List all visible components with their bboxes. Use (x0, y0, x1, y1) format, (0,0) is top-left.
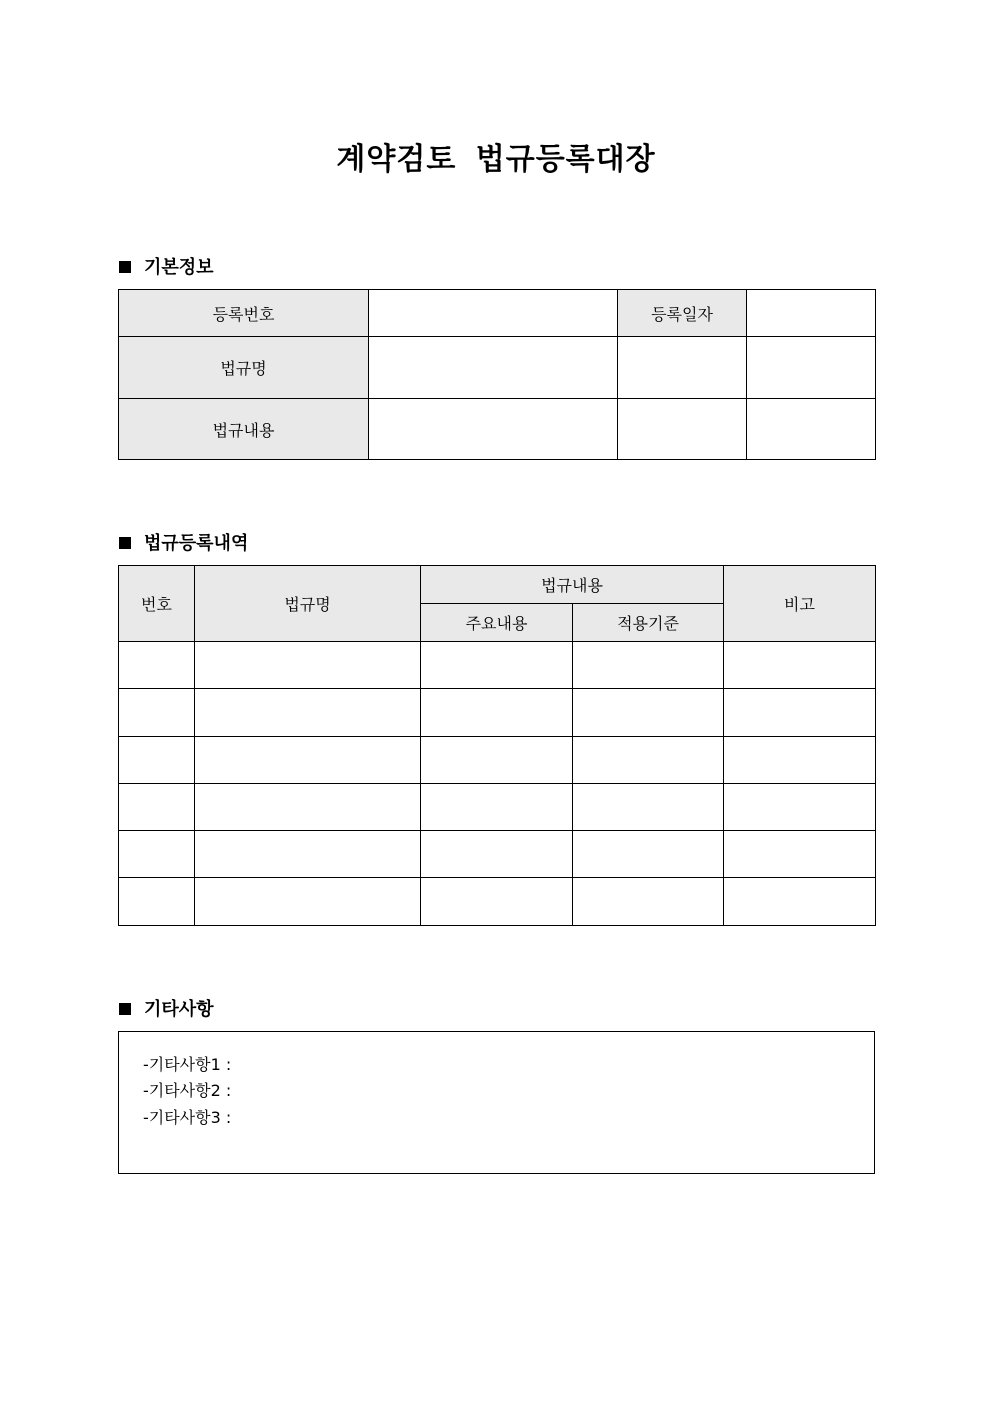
table-cell[interactable] (195, 737, 421, 784)
law-name-field[interactable] (369, 337, 618, 399)
table-cell[interactable] (573, 878, 724, 926)
table-cell[interactable] (573, 831, 724, 878)
table-cell[interactable] (573, 689, 724, 737)
table-row (119, 337, 876, 399)
table-cell[interactable] (195, 642, 421, 689)
square-bullet-icon (119, 261, 131, 273)
table-cell[interactable] (421, 689, 573, 737)
registration-heading (119, 529, 248, 555)
table-cell[interactable] (421, 642, 573, 689)
table-cell[interactable] (421, 831, 573, 878)
basic-info-heading (119, 253, 214, 279)
remark-line-1: -기타사항1 : (143, 1055, 232, 1074)
table-cell[interactable] (618, 399, 747, 460)
table-row (119, 831, 876, 878)
table-cell[interactable] (421, 878, 573, 926)
remark-line-2: -기타사항2 : (143, 1081, 232, 1100)
col-law-content-header: 법규내용 (421, 566, 724, 604)
table-cell[interactable] (747, 399, 876, 460)
table-cell[interactable] (195, 689, 421, 737)
table-cell[interactable] (724, 689, 876, 737)
law-name-label: 법규명 (119, 337, 369, 399)
registration-heading-label: 법규등록내역 (144, 533, 249, 554)
table-cell[interactable] (573, 784, 724, 831)
col-number-header: 번호 (119, 566, 195, 642)
table-cell[interactable] (119, 784, 195, 831)
table-cell[interactable] (724, 878, 876, 926)
col-main-content-header: 주요내용 (421, 604, 573, 642)
table-header-row (119, 566, 876, 604)
table-cell[interactable] (421, 737, 573, 784)
col-law-name-header: 법규명 (195, 566, 421, 642)
square-bullet-icon (119, 537, 131, 549)
table-cell[interactable] (119, 878, 195, 926)
table-cell[interactable] (119, 831, 195, 878)
table-cell[interactable] (119, 737, 195, 784)
table-cell[interactable] (421, 784, 573, 831)
table-row (119, 784, 876, 831)
basic-info-heading-label: 기본정보 (144, 257, 214, 278)
table-cell[interactable] (195, 878, 421, 926)
table-cell[interactable] (573, 737, 724, 784)
reg-date-field[interactable] (747, 290, 876, 337)
square-bullet-icon (119, 1003, 131, 1015)
table-cell[interactable] (724, 831, 876, 878)
table-row (119, 290, 876, 337)
table-cell[interactable] (724, 784, 876, 831)
table-row (119, 689, 876, 737)
table-cell[interactable] (195, 784, 421, 831)
remarks-heading-label: 기타사항 (144, 999, 214, 1020)
basic-info-table (118, 289, 876, 460)
table-cell[interactable] (724, 642, 876, 689)
table-row (119, 399, 876, 460)
table-row (119, 737, 876, 784)
remarks-box[interactable] (118, 1031, 875, 1174)
table-cell[interactable] (724, 737, 876, 784)
table-cell[interactable] (573, 642, 724, 689)
table-cell[interactable] (119, 689, 195, 737)
law-content-field[interactable] (369, 399, 618, 460)
table-cell[interactable] (119, 642, 195, 689)
table-cell[interactable] (618, 337, 747, 399)
remark-line-3: -기타사항3 : (143, 1108, 232, 1127)
law-content-label: 법규내용 (119, 399, 369, 460)
col-criteria-header: 적용기준 (573, 604, 724, 642)
registration-table (118, 565, 876, 926)
table-cell[interactable] (747, 337, 876, 399)
table-row (119, 642, 876, 689)
col-note-header: 비고 (724, 566, 876, 642)
reg-number-label: 등록번호 (119, 290, 369, 337)
remarks-heading (119, 995, 214, 1021)
reg-date-label: 등록일자 (618, 290, 747, 337)
table-cell[interactable] (195, 831, 421, 878)
page-title: 계약검토 법규등록대장 (336, 142, 656, 177)
reg-number-field[interactable] (369, 290, 618, 337)
table-row (119, 878, 876, 926)
